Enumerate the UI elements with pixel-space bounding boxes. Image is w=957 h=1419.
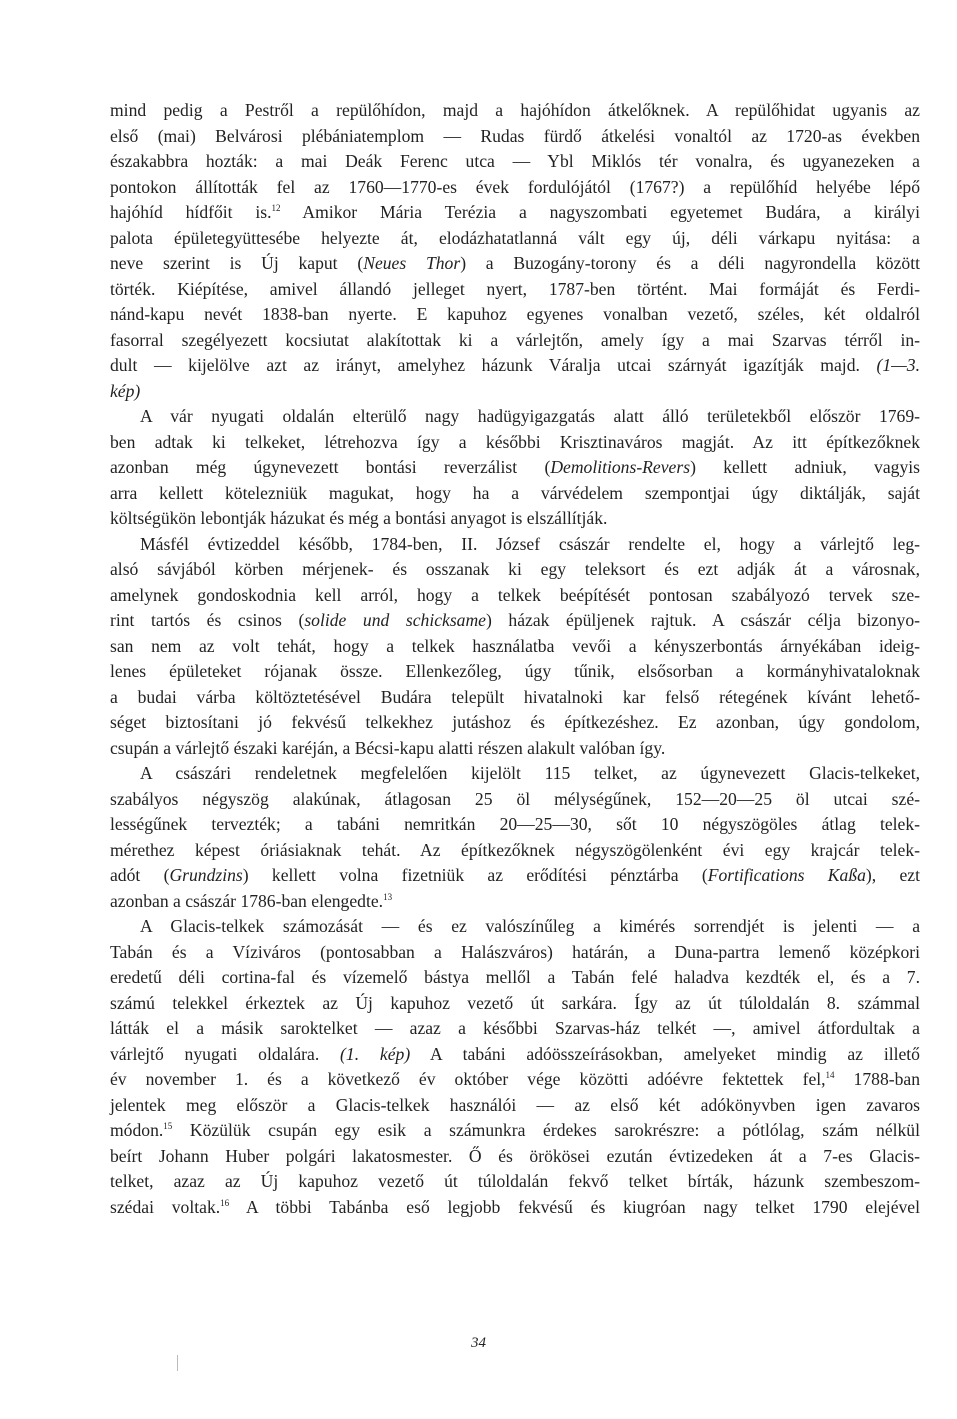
text-line (110, 430, 920, 456)
text-segment: hajóhíd hídfőit is. (110, 202, 272, 222)
text-line (110, 1195, 920, 1221)
text-segment: ) házak épüljenek rajtuk. A császár célja bizonyo- (486, 610, 920, 630)
text-line (110, 226, 920, 252)
text-line (110, 710, 920, 736)
text-line (110, 557, 920, 583)
text-line (110, 353, 920, 379)
text-segment: csupán a várlejtő északi karéján, a Bécsi-kapu alatti részen alakult valóban így. (110, 737, 666, 758)
text-segment: a budai várba költöztetésével Budára települt hivatalnoki kar felső rétegének kívánt lehető- (110, 686, 920, 707)
text-line (110, 251, 920, 277)
text-line (110, 1016, 920, 1042)
footnote-ref: 13 (383, 891, 393, 902)
text-segment: san nem az volt tehát, hogy a telkek használatba vevői a kényszerbontás árnyékában ideig- (110, 635, 920, 656)
text-segment: ), ezt (865, 865, 920, 885)
text-segment: mérethez képest óriásiaknak tehát. Az építkezőknek négyszögölenként évi egy krajcár telek- (110, 839, 920, 860)
text-line (110, 863, 920, 889)
text-segment: amelynek gondoskodnia kell arról, hogy a telkek beépítését pontosan szabályozó tervek sze- (110, 584, 920, 605)
text-line (110, 124, 920, 150)
text-line (110, 583, 920, 609)
text-segment: szédai voltak. (110, 1196, 221, 1217)
page-body (110, 98, 920, 1220)
text-segment: neve szerint is Új kaput ( (110, 253, 364, 273)
text-segment: törték. Kiépítése, amivel állandó jelleget nyert, 1787-ben történt. Mai formáját és Ferdi- (110, 278, 920, 299)
text-line (110, 812, 920, 838)
text-segment: A tabáni adóösszeírásokban, amelyeket mindig az illető (410, 1043, 920, 1064)
text-line (110, 1042, 920, 1068)
text-segment: Másfél évtizeddel később, 1784-ben, II. József császár rendelte el, hogy a várlejtő leg- (140, 533, 920, 554)
italic-text: Fortifications Kaßa (707, 865, 866, 885)
text-line (110, 506, 920, 532)
footnote-ref: 16 (220, 1197, 230, 1208)
text-line (110, 991, 920, 1017)
text-segment: számú telekkel érkeztek az Új kapuhoz vezető út sarkára. Így az út túloldalán 8. számmal (110, 992, 920, 1013)
page-number: 34 (471, 1335, 486, 1351)
text-line (110, 1093, 920, 1119)
italic-text: (1—3. (876, 355, 920, 375)
scan-mark (177, 1355, 178, 1371)
text-segment: telket, azaz az Új kapuhoz vezető út túloldalán fekvő telket bírták, házunk szembeszom- (110, 1171, 920, 1191)
text-line (110, 787, 920, 813)
text-segment: arra kellett kötelezniük magukat, hogy ha a várvédelem szempontjai úgy diktálják, saját (110, 482, 920, 503)
text-segment: A császári rendeletnek megfelelően kijelölt 115 telket, az úgynevezett Glacis-telkeket, (140, 763, 920, 783)
italic-text: kép) (110, 380, 141, 401)
text-segment: lenes épületeket rójanak össze. Ellenkezőleg, úgy tűnik, elsősorban a kormányhivataloknak (110, 661, 920, 681)
text-line (110, 608, 920, 634)
text-line (110, 302, 920, 328)
text-segment: fasorral szegélyezett kocsiutat alakítottak ki a várlejtőn, amely így a mai Szarvas térről in- (110, 329, 920, 350)
text-segment: északabbra hozták: a mai Deák Ferenc utca — Ybl Miklós tér vonalra, és ugyanezeken a (110, 151, 920, 171)
text-line (110, 404, 920, 430)
text-segment: szabályos négyszög alakúnak, átlagosan 25 öl mélységűnek, 152—20—25 öl utcai szé- (110, 788, 920, 809)
text-line (110, 1118, 920, 1144)
text-line (110, 1169, 920, 1195)
text-segment: költségükön lebontják házukat és még a bontási anyagot is elszállítják. (110, 508, 608, 528)
footnote-ref: 14 (825, 1070, 835, 1080)
text-segment: Amikor Mária Terézia a nagyszombati egyetemet Budára, a királyi (280, 202, 920, 222)
text-line (110, 889, 920, 915)
text-segment: eredetű déli cortina-fal és vízemelő bástya mellől a Tabán felé haladva kezdték el, és a 7. (110, 967, 920, 987)
text-segment: módon. (110, 1120, 164, 1140)
text-segment: beírt Johann Huber polgári lakatosmester. Ő és örökösei ezután évtizedeken át a 7-es Glacis- (110, 1145, 920, 1166)
text-line (110, 98, 920, 124)
text-line (110, 838, 920, 864)
text-segment: rint tartós és csinos ( (110, 610, 305, 630)
italic-text: Grundzins (169, 865, 243, 885)
text-segment: év november 1. és a következő év október vége közötti adóévre fektettek fel, (110, 1069, 826, 1089)
text-line (110, 149, 920, 175)
text-segment: ) kellett adniuk, vagyis (690, 457, 920, 477)
text-segment: A Glacis-telkek számozását — és ez valószínűleg a kimérés sorrendjét is jelenti — a (140, 916, 920, 936)
text-segment: azonban a császár 1786-ban elengedte. (110, 890, 384, 911)
text-segment: adót ( (110, 865, 170, 885)
text-segment: várlejtő nyugati oldalára. (110, 1043, 341, 1064)
text-line (110, 328, 920, 354)
text-line (110, 175, 920, 201)
text-segment: Tabán és a Víziváros (pontosabban a Halászváros) határán, a Duna-partra lemenő középkori (110, 941, 920, 962)
italic-text: Demolitions-Revers (550, 457, 691, 477)
text-line (110, 1067, 920, 1093)
text-segment: ) kellett volna fizetniük az erődítési pénztárba ( (242, 865, 708, 885)
text-segment: alsó sávjából körben mérjenek- és osszanak ki egy teleksort és ezt adják át a városnak, (110, 559, 920, 579)
text-segment: ben adtak ki telkeket, létrehozva így a későbbi Krisztinaváros magját. Az itt építkezőknek (110, 431, 920, 452)
text-segment: 1788-ban (834, 1069, 920, 1089)
text-segment: pontokon állították fel az 1760—1770-es évek fordulójától (1767?) a repülőhíd helyébe lépő (110, 176, 920, 197)
text-segment: dult — kijelölve azt az irányt, amelyhez házunk Váralja utcai szárnyát igazítják majd. (110, 355, 877, 375)
text-segment: A vár nyugati oldalán elterülő nagy hadügyigazgatás alatt álló területekből először 1769- (140, 406, 920, 426)
text-segment: lességűnek tervezték; a tabáni nemritkán 20—25—30, sőt 10 négyszögöles átlag telek- (110, 814, 920, 834)
italic-text: (1. kép) (340, 1043, 411, 1064)
text-segment: látták el a másik saroktelket — azaz a későbbi Szarvas-ház telkét —, amivel átfordultak a (110, 1018, 920, 1038)
text-line (110, 532, 920, 558)
footnote-ref: 12 (271, 203, 281, 213)
text-segment: jelentek meg először a Glacis-telkek használói — az első két adókönyvben igen zavaros (110, 1094, 920, 1115)
italic-text: solide und schicksame (304, 610, 486, 630)
text-line (110, 277, 920, 303)
text-segment: mind pedig a Pestről a repülőhídon, majd a hajóhídon átkelőknek. A repülőhidat ugyanis az (110, 100, 920, 120)
text-segment: ) a Buzogány-torony és a déli nagyrondella között (460, 253, 920, 273)
footnote-ref: 15 (163, 1121, 173, 1131)
text-line (110, 379, 920, 405)
text-line (110, 481, 920, 507)
text-segment: nánd-kapu nevét 1838-ban nyerte. E kapuhoz egyenes vonalban vezető, széles, két oldalról (110, 304, 920, 324)
text-line (110, 761, 920, 787)
text-segment: séget biztosítani jó fekvésű telkekhez jutáshoz és építkezéshez. Ez azonban, úgy gondolom, (110, 712, 920, 732)
text-line (110, 455, 920, 481)
text-segment: azonban még úgynevezett bontási reverzálist ( (110, 457, 551, 477)
text-line (110, 940, 920, 966)
text-line (110, 1144, 920, 1170)
text-segment: palota épületegyüttesébe helyezte át, elodázhatatlanná vált egy új, déli várkapu nyitása: a (110, 227, 920, 248)
text-line (110, 736, 920, 762)
text-line (110, 659, 920, 685)
text-segment: A többi Tabánba eső legjobb fekvésű és kiugróan nagy telket 1790 elejével (229, 1196, 920, 1217)
text-segment: első (mai) Belvárosi plébániatemplom — Rudas fürdő átkelési vonaltól az 1720-as években (110, 125, 920, 146)
text-line (110, 685, 920, 711)
text-segment: Közülük csupán egy esik a számunkra érdekes sarokrészre: a pótlólag, szám nélkül (172, 1120, 920, 1140)
text-line (110, 965, 920, 991)
text-line (110, 914, 920, 940)
text-line (110, 200, 920, 226)
text-line (110, 634, 920, 660)
italic-text: Neues Thor (363, 253, 461, 273)
